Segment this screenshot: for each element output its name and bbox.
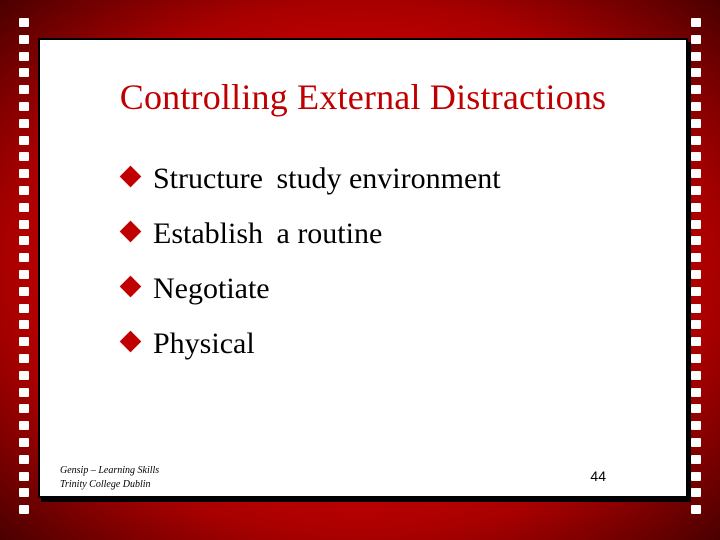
footer-line-1: Gensip – Learning Skills xyxy=(60,465,160,476)
film-hole xyxy=(691,85,701,94)
film-hole xyxy=(691,455,701,464)
film-hole xyxy=(19,371,29,380)
film-hole xyxy=(691,304,701,313)
film-hole xyxy=(19,404,29,413)
bullet-list xyxy=(122,164,501,384)
diamond-bullet-icon xyxy=(120,166,142,188)
film-hole xyxy=(691,488,701,497)
film-hole xyxy=(19,236,29,245)
film-hole xyxy=(19,388,29,397)
film-hole xyxy=(691,287,701,296)
bullet-item-establish xyxy=(122,219,501,274)
film-hole xyxy=(691,136,701,145)
film-hole xyxy=(691,68,701,77)
film-hole xyxy=(691,404,701,413)
film-hole xyxy=(19,488,29,497)
film-hole xyxy=(19,119,29,128)
right-film-strip xyxy=(688,18,704,522)
film-hole xyxy=(19,203,29,212)
slide-title: Controlling External Distractions xyxy=(119,77,607,117)
film-hole xyxy=(19,304,29,313)
film-hole xyxy=(691,270,701,279)
film-hole xyxy=(691,18,701,27)
bullet-label: Negotiate xyxy=(153,272,270,305)
film-hole xyxy=(691,354,701,363)
film-hole xyxy=(691,320,701,329)
film-hole xyxy=(691,472,701,481)
diamond-bullet-icon xyxy=(120,276,142,298)
film-hole xyxy=(691,203,701,212)
film-hole xyxy=(19,52,29,61)
film-hole xyxy=(691,236,701,245)
film-hole xyxy=(19,85,29,94)
bullet-text: a routine xyxy=(276,217,383,250)
film-hole xyxy=(691,371,701,380)
film-hole xyxy=(691,253,701,262)
film-hole xyxy=(19,287,29,296)
film-hole xyxy=(19,421,29,430)
film-hole xyxy=(19,68,29,77)
bullet-text: study environment xyxy=(276,162,501,195)
slide-footer xyxy=(60,464,159,492)
left-film-strip xyxy=(16,18,32,522)
film-hole xyxy=(19,472,29,481)
film-hole xyxy=(691,102,701,111)
film-hole xyxy=(691,388,701,397)
film-hole xyxy=(691,35,701,44)
film-hole xyxy=(691,220,701,229)
film-hole xyxy=(19,18,29,27)
bullet-label: Structure xyxy=(153,162,263,195)
bullet-item-structure xyxy=(122,164,501,219)
film-hole xyxy=(19,186,29,195)
bullet-item-physical xyxy=(122,329,501,384)
bullet-label: Physical xyxy=(153,327,255,360)
diamond-bullet-icon xyxy=(120,221,142,243)
film-hole xyxy=(19,354,29,363)
film-hole xyxy=(19,505,29,514)
bullet-label: Establish xyxy=(153,217,263,250)
film-hole xyxy=(691,186,701,195)
film-hole xyxy=(19,337,29,346)
film-hole xyxy=(19,136,29,145)
film-hole xyxy=(19,253,29,262)
film-hole xyxy=(691,169,701,178)
film-hole xyxy=(691,52,701,61)
page-number: 44 xyxy=(590,468,606,484)
film-hole xyxy=(691,152,701,161)
slide-panel xyxy=(38,38,688,498)
footer-line-2: Trinity College Dublin xyxy=(60,479,151,490)
diamond-bullet-icon xyxy=(120,331,142,353)
bullet-item-negotiate xyxy=(122,274,501,329)
film-hole xyxy=(19,102,29,111)
film-hole xyxy=(19,455,29,464)
film-hole xyxy=(19,438,29,447)
film-hole xyxy=(691,421,701,430)
film-hole xyxy=(691,337,701,346)
film-hole xyxy=(691,119,701,128)
film-hole xyxy=(691,438,701,447)
film-hole xyxy=(19,152,29,161)
film-hole xyxy=(19,35,29,44)
film-hole xyxy=(19,320,29,329)
film-hole xyxy=(691,505,701,514)
film-hole xyxy=(19,220,29,229)
film-hole xyxy=(19,270,29,279)
film-hole xyxy=(19,169,29,178)
